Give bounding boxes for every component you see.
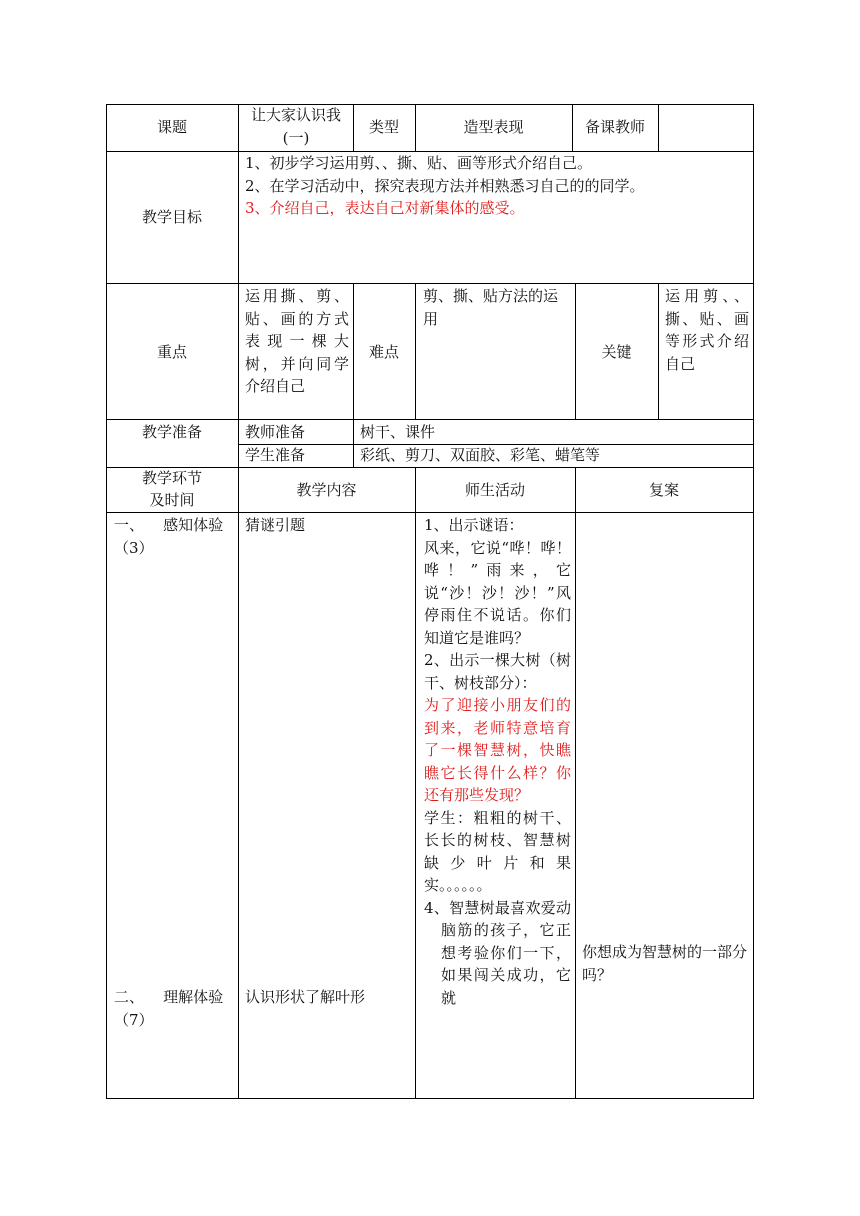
goal-item-3: 3、介绍自己，表达自己对新集体的感受。 xyxy=(245,199,525,217)
focus-text: 运用撕、剪、贴、画的方式表现一棵大树，并向同学介绍自己 xyxy=(245,287,349,395)
focus-label: 重点 xyxy=(156,343,187,361)
prep-teacher-value: 树干、课件 xyxy=(360,423,436,441)
col-header-stage: 教学环节及时间 xyxy=(142,469,203,509)
difficulty-label: 难点 xyxy=(368,343,399,361)
col-header-remark: 复案 xyxy=(648,481,679,499)
goal-item-2: 2、在学习活动中，探究表现方法并相熟悉习自己的的同学。 xyxy=(245,176,645,195)
prep-student-value: 彩纸、剪刀、双面胶、彩笔、蜡笔等 xyxy=(360,446,601,464)
goal-item-1: 1、初步学习运用剪、、撕、贴、画等形式介绍自己。 xyxy=(245,154,593,172)
topic-value: 让大家认识我(一) xyxy=(250,106,341,147)
prep-teacher-label: 教师准备 xyxy=(245,423,306,441)
prep-student-label: 学生准备 xyxy=(245,446,306,464)
col-header-activity: 师生活动 xyxy=(464,481,525,499)
difficulty-text: 剪、撕、贴方法的运用 xyxy=(423,287,559,328)
activity-column xyxy=(424,514,571,1009)
tree-intro: 2、出示一棵大树（树干、树枝部分）： xyxy=(424,651,571,692)
key-label: 关键 xyxy=(601,343,632,361)
type-label: 类型 xyxy=(368,118,399,136)
col-header-content: 教学内容 xyxy=(296,481,357,499)
riddle-intro: 1、出示谜语： xyxy=(424,516,524,534)
student-answer: 学生：粗粗的树干、长长的树枝、智慧树缺少叶片和果实。。。。。。 xyxy=(424,808,571,894)
stage-2-content: 认识形状了解叶形 xyxy=(245,988,366,1006)
riddle-text: 风来，它说“哗！哗！哗！”雨来，它说“沙！沙！沙！”风停雨住不说话。你们知道它是谁吗？ xyxy=(424,538,571,647)
type-value: 造型表现 xyxy=(463,118,524,136)
prep-label: 教学准备 xyxy=(142,423,203,441)
stage-2-name: 二、 理解体验（7） xyxy=(114,988,224,1029)
goals-label: 教学目标 xyxy=(141,208,202,226)
stage-1-name: 一、 感知体验（3） xyxy=(114,516,224,557)
teacher-label: 备课教师 xyxy=(584,118,645,136)
remark-text: 你想成为智慧树的一部分吗？ xyxy=(582,943,748,984)
key-text: 运用剪、、撕、贴、画等形式介绍自己 xyxy=(665,287,749,373)
topic-label: 课题 xyxy=(156,118,187,136)
tree-question: 为了迎接小朋友们的到来，老师特意培育了一棵智慧树，快瞧瞧它长得什么样？你还有那些发现？ xyxy=(424,696,571,804)
stage-1-content: 猜谜引题 xyxy=(245,516,306,534)
step-4: 4、智慧树最喜欢爱动脑筋的孩子，它正想考验你们一下，如果闯关成功，它就 xyxy=(424,898,571,1007)
